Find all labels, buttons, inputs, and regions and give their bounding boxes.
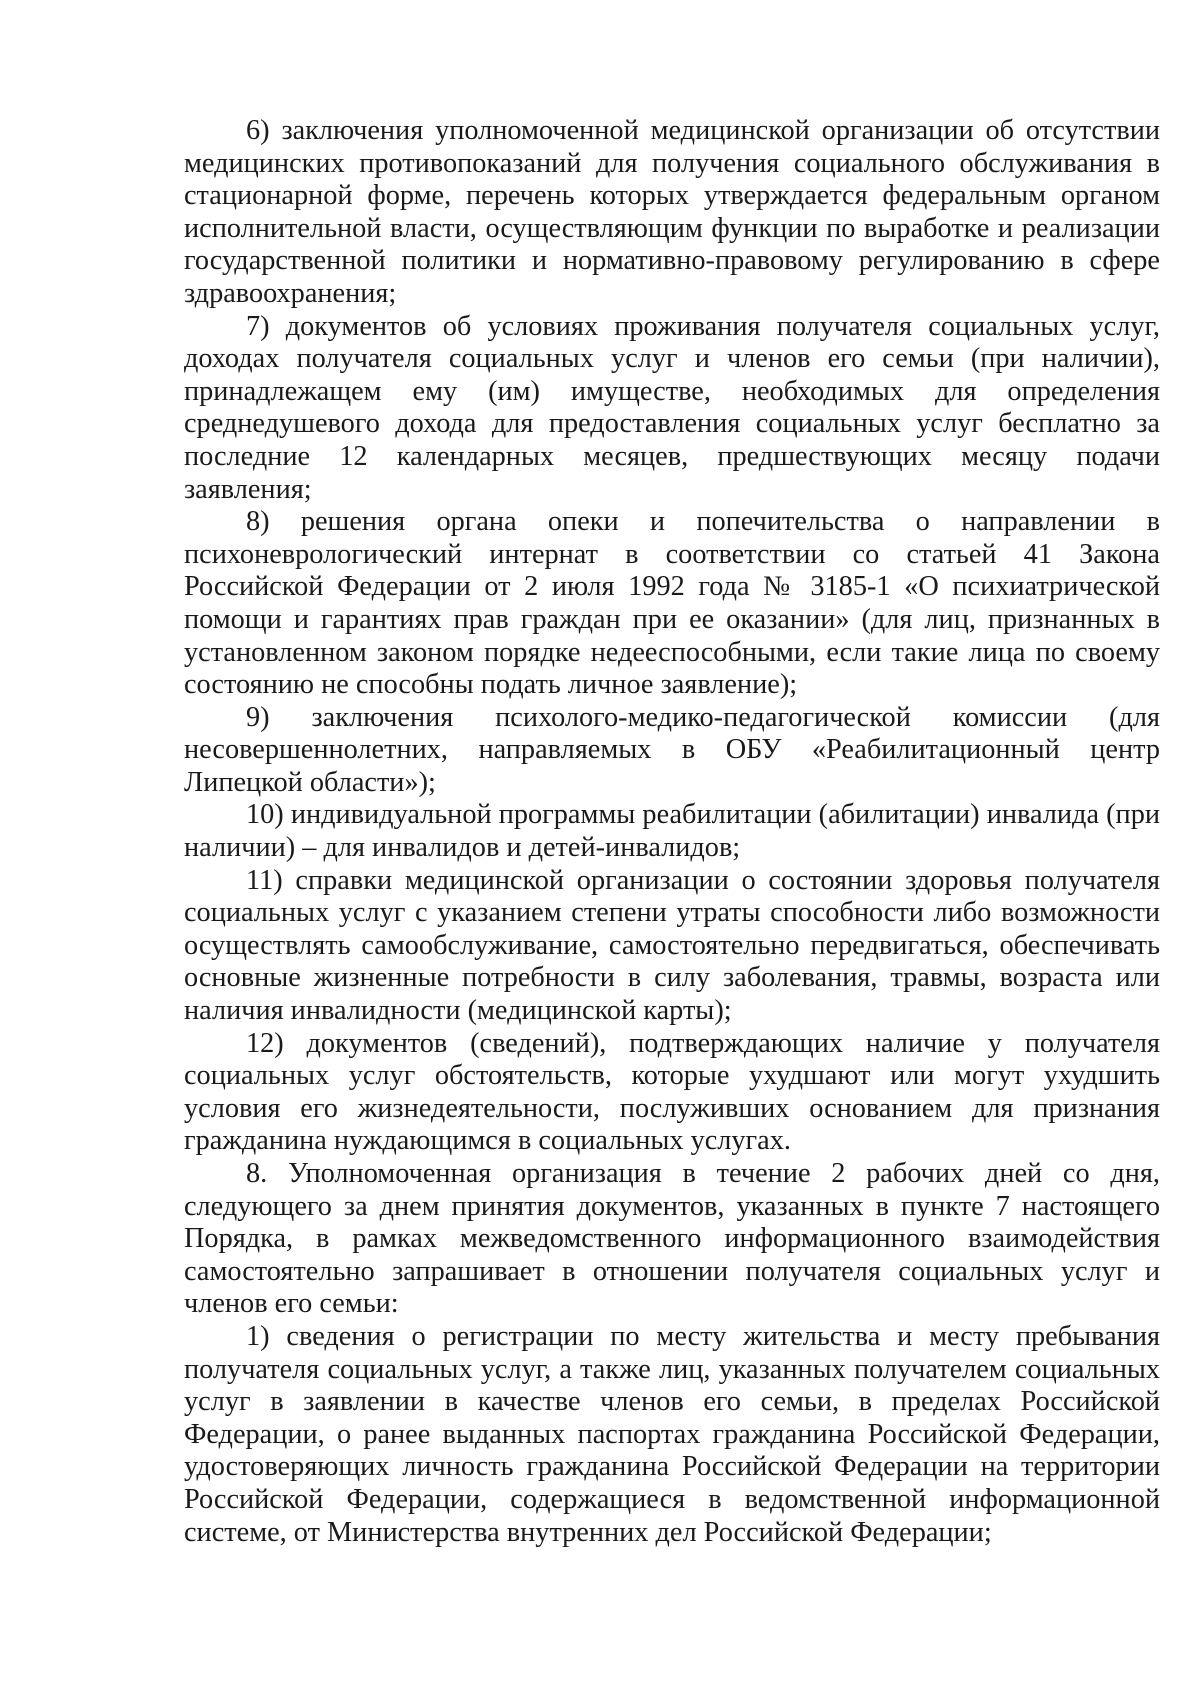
paragraph-item-9-pmpk-conclusion: 9) заключения психолого-медико-педагогической комиссии (для несовершеннолетних, направляемых в ОБУ «Реабилитационный центр Липецкой области»); [184, 701, 1160, 798]
document-body [184, 115, 1160, 1549]
paragraph-item-6-conclusion: 6) заключения уполномоченной медицинской организации об отсутствии медицинских противопоказаний для получения социального обслуживания в стационарной форме, перечень которых утверждается федеральным органом исполнительной власти, осуществляющим функции по выработке и реализации государственной политики и нормативно-правовому регулированию в сфере здравоохранения; [184, 115, 1160, 309]
paragraph-section-8: 8. Уполномоченная организация в течение 2 рабочих дней со дня, следующего за днем принятия документов, указанных в пункте 7 настоящего Порядка, в рамках межведомственного информационного взаимодействия самостоятельно запрашивает в отношении получателя социальных услуг и членов его семьи: [184, 1158, 1160, 1320]
paragraph-item-12-circumstances-documents: 12) документов (сведений), подтверждающих наличие у получателя социальных услуг обстоятельств, которые ухудшают или могут ухудшить условия его жизнедеятельности, послуживших основанием для признания гражданина нуждающимся в социальных услугах. [184, 1027, 1160, 1157]
paragraph-item-11-medical-certificate: 11) справки медицинской организации о состоянии здоровья получателя социальных услуг с указанием степени утраты способности либо возможности осуществлять самообслуживание, самостоятельно передвигаться, обеспечивать основные жизненные потребности в силу заболевания, травмы, возраста или наличия инвалидности (медицинской карты); [184, 864, 1160, 1027]
paragraph-subitem-1-registration: 1) сведения о регистрации по месту жительства и месту пребывания получателя социальных услуг, а также лиц, указанных получателем социальных услуг в заявлении в качестве членов его семьи, в пределах Российской Федерации, о ранее выданных паспортах гражданина Российской Федерации, удостоверяющих личность гражданина Российской Федерации на территории Российской Федерации, содержащиеся в ведомственной информационной системе, от Министерства внутренних дел Российской Федерации; [184, 1320, 1160, 1548]
paragraph-item-7-living-conditions: 7) документов об условиях проживания получателя социальных услуг, доходах получателя социальных услуг и членов его семьи (при наличии), принадлежащем ему (им) имуществе, необходимых для определения среднедушевого дохода для предоставления социальных услуг бесплатно за последние 12 календарных месяцев, предшествующих месяцу подачи заявления; [184, 310, 1160, 505]
paragraph-item-8-guardianship-decision: 8) решения органа опеки и попечительства о направлении в психоневрологический интернат в соответствии со статьей 41 Закона Российской Федерации от 2 июля 1992 года № 3185-1 «О психиатрической помощи и гарантиях прав граждан при ее оказании» (для лиц, признанных в установленном законом порядке недееспособными, если такие лица по своему состоянию не способны подать личное заявление); [184, 506, 1160, 701]
paragraph-item-10-rehabilitation-program: 10) индивидуальной программы реабилитации (абилитации) инвалида (при наличии) – для инвалидов и детей-инвалидов; [184, 799, 1160, 864]
